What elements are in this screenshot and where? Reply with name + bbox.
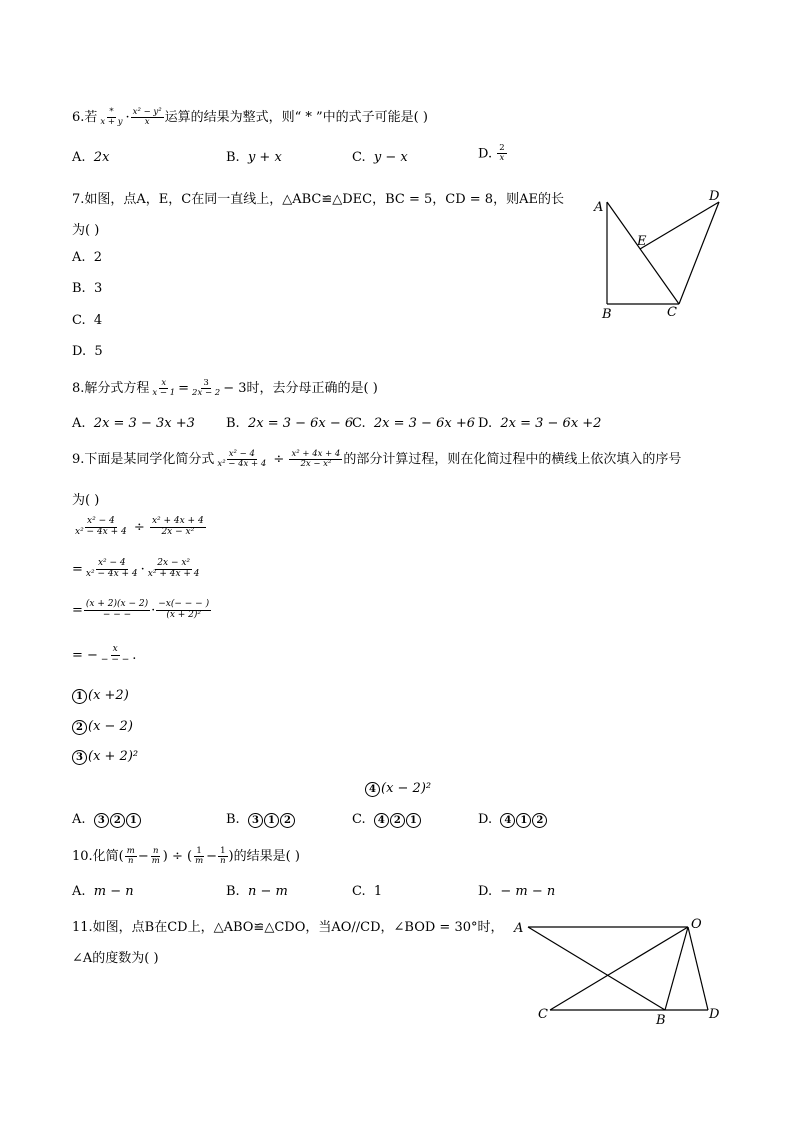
segment-ac	[607, 202, 679, 304]
q9-choice-3: 3 (x + 2)²	[72, 749, 138, 765]
segment-de	[640, 202, 719, 249]
q9-choice-1: 1 (x +2)	[72, 688, 129, 704]
q9-choice-4: 4 (x − 2)²	[365, 781, 431, 797]
q8-option-b[interactable]: B. 2x = 3 − 6x − 6	[226, 416, 354, 431]
label-b: B	[656, 1013, 666, 1028]
q8-option-c[interactable]: C. 2x = 3 − 6x +6	[352, 416, 475, 431]
q7-option-c[interactable]: C. 4	[72, 313, 103, 328]
q8-option-a[interactable]: A. 2x = 3 − 3x +3	[72, 416, 195, 431]
q11-stem-line2: ∠A的度数为( )	[72, 951, 159, 966]
label-a: A	[514, 921, 524, 936]
q9-option-c[interactable]: C. 4 2 1	[352, 812, 422, 828]
q11-stem-line1: 11.如图，点B在CD上，△ABO≌△CDO，当AO//CD，∠BOD = 30°时，	[72, 920, 504, 935]
circled-1: 1	[72, 689, 87, 704]
circled-4: 4	[365, 782, 380, 797]
q9-stem-line2: 为( )	[72, 493, 100, 508]
q7-stem-line1: 7.如图，点A，E，C在同一直线上，△ABC≌△DEC，BC = 5，CD = 8，则AE的长	[72, 192, 564, 207]
q7-option-d[interactable]: D. 5	[72, 344, 103, 359]
q10-option-d[interactable]: D. − m − n	[478, 884, 556, 899]
label-o: O	[691, 917, 702, 932]
circled-3: 3	[72, 750, 87, 765]
q9-step-1: $\frac{\text{x² − 4}}{\text{x² − 4x + 4}}$ ÷ $\frac{\text{x² + 4x + 4}}{\text{2x − x²}}$	[75, 516, 204, 537]
q8-option-d[interactable]: D. 2x = 3 − 6x +2	[478, 416, 602, 431]
q6-prefix: 6.若	[72, 110, 98, 125]
q9-option-a[interactable]: A. 3 2 1	[72, 812, 142, 828]
q7-option-b[interactable]: B. 3	[72, 281, 103, 296]
label-d: D	[709, 1007, 720, 1022]
q10-option-b[interactable]: B. n − m	[226, 884, 288, 899]
q11-figure	[510, 912, 730, 1030]
q9-choice-2: 2 (x − 2)	[72, 719, 133, 735]
q10-option-c[interactable]: C. 1	[352, 884, 383, 899]
q9-step-4: = − $\frac{x}{- - -}$ .	[72, 644, 137, 665]
q8-fraction-1: $\frac{x}{x - 1}$	[152, 377, 176, 398]
q9-fraction-1: $\frac{\text{x² − 4}}{\text{x² − 4x + 4}}$	[217, 448, 267, 469]
q6-fraction-2: $\frac{\text{x² − y²}}{x}$	[132, 106, 162, 127]
q9-option-b[interactable]: B. 3 1 2	[226, 812, 296, 828]
q6-suffix: 运算的结果为整式，则“ * ”中的式子可能是( )	[164, 110, 428, 125]
q9-stem: 9.下面是某同学化简分式 $\frac{\text{x² − 4}}{\text{x² − 4x + 4}}$ ÷ $\frac{\text{x² + 4x + 4}}{\text{2x − x²}}$ 的部分计算过程，则在化简过程中的横线上依次填入的序号	[72, 448, 682, 469]
q6-fraction-1: $\frac{*}{x + y}$	[100, 106, 123, 127]
q6-option-d[interactable]: D. $\frac{2}{x}$	[478, 143, 505, 164]
q7-option-a[interactable]: A. 2	[72, 250, 103, 265]
segment-ab	[528, 927, 665, 1010]
q9-step-3: = $\frac{(x + 2)(x - 2)}{- - -}$ · $\frac{-x(- - - )}{\text{(x + 2)²}}$	[72, 599, 210, 620]
circled-2: 2	[72, 720, 87, 735]
label-a: A	[594, 200, 604, 215]
q6-option-b[interactable]: B. y + x	[226, 150, 282, 165]
q6-option-c[interactable]: C. y − x	[352, 150, 408, 165]
label-e: E	[637, 234, 647, 249]
q6-stem: 6.若 $\frac{*}{x + y}$ · $\frac{\text{x² − y²}}{x}$ 运算的结果为整式，则“ * ”中的式子可能是( )	[72, 106, 428, 127]
q10-option-a[interactable]: A. m − n	[72, 884, 134, 899]
label-b: B	[602, 307, 612, 322]
q6-option-a[interactable]: A. 2x	[72, 150, 110, 165]
q7-stem-line2: 为( )	[72, 223, 100, 238]
q9-step-2: = $\frac{\text{x² − 4}}{\text{x² − 4x + 4}}$ · $\frac{\text{2x − x²}}{\text{x² + 4x + 4}}$	[72, 558, 200, 579]
q8-stem: 8.解分式方程 $\frac{x}{x - 1}$ = $\frac{3}{2x - 2}$ − 3时，去分母正确的是( )	[72, 377, 378, 398]
q9-option-d[interactable]: D. 4 1 2	[478, 812, 548, 828]
label-c: C	[538, 1007, 548, 1022]
label-d: D	[709, 189, 720, 204]
q10-stem: 10.化简( $\frac{m}{n}$ − $\frac{n}{m}$ ) ÷ ( $\frac{1}{m}$ − $\frac{1}{n}$ )的结果是( )	[72, 845, 300, 866]
segment-cd	[679, 202, 719, 304]
q8-fraction-2: $\frac{3}{2x - 2}$	[192, 377, 221, 398]
q7-triangle-figure	[585, 180, 735, 325]
label-c: C	[667, 305, 677, 320]
q9-fraction-2: $\frac{\text{x² + 4x + 4}}{\text{2x − x²}}$	[291, 448, 341, 469]
segment-od	[688, 927, 708, 1010]
segment-co	[550, 927, 688, 1010]
